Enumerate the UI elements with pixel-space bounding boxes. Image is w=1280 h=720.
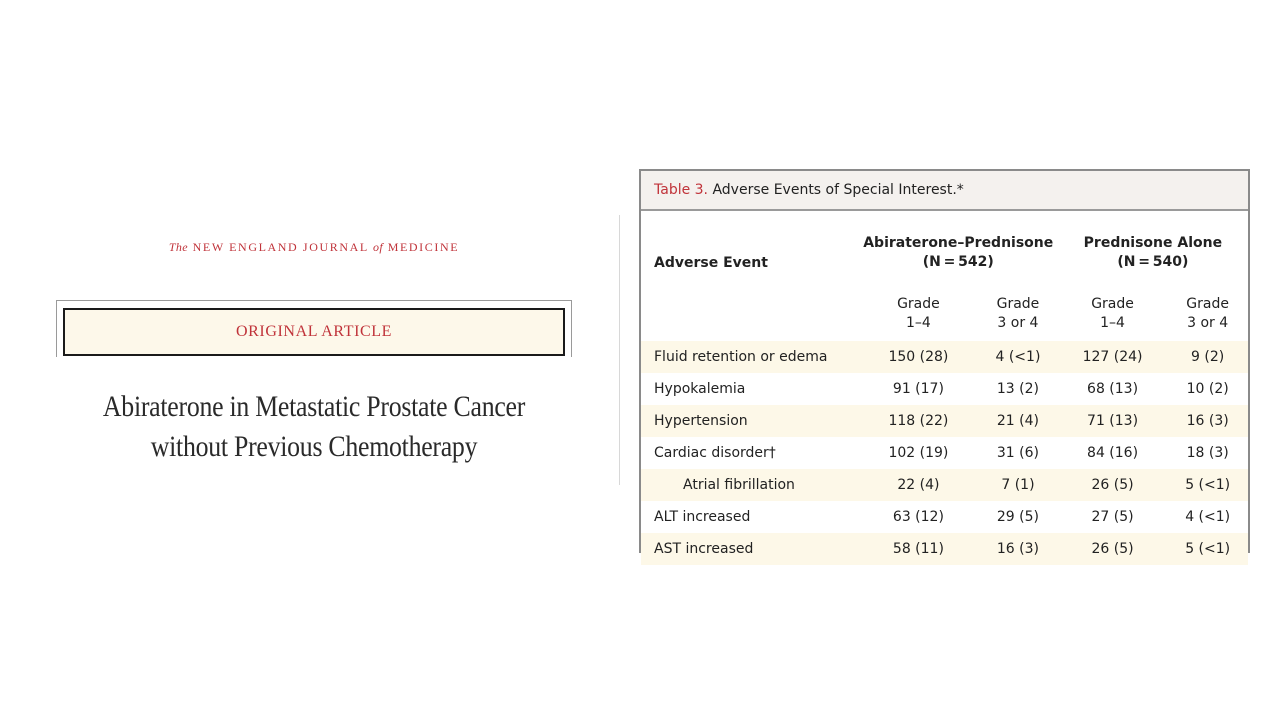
cell-pred-grade-1-4: 26 (5) <box>1058 469 1168 501</box>
cell-abi-grade-1-4: 22 (4) <box>859 469 978 501</box>
group-abiraterone-name: Abiraterone–Prednisone <box>863 235 1054 251</box>
column-header-abi-grade-3-4 <box>978 295 1058 341</box>
article-title-line-2: without Previous Chemotherapy <box>150 430 478 463</box>
article-title-line-1: Abiraterone in Metastatic Prostate Cancer <box>102 390 526 423</box>
table-header-row-2 <box>641 295 1248 341</box>
row-label: AST increased <box>641 533 859 565</box>
journal-name: NEW ENGLAND JOURNAL <box>192 240 369 254</box>
cell-abi-grade-3-4: 7 (1) <box>978 469 1058 501</box>
table-caption <box>641 171 1248 211</box>
table-row <box>641 437 1248 469</box>
group-prednisone-n: (N = 540) <box>1117 254 1189 270</box>
cell-pred-grade-3-4: 4 (<1) <box>1185 509 1231 525</box>
group-prednisone-name: Prednisone Alone <box>1083 235 1223 251</box>
column-header-abi-grade-1-4 <box>859 295 978 341</box>
grade-word: Grade <box>996 296 1040 312</box>
grade-word: Grade <box>897 296 940 312</box>
column-header-adverse-event: Adverse Event <box>654 255 768 271</box>
column-group-abiraterone <box>859 211 1058 295</box>
adverse-events-table <box>641 211 1248 565</box>
cell-pred-grade-1-4: 27 (5) <box>1091 509 1134 525</box>
cell-pred-grade-1-4: 127 (24) <box>1058 341 1168 373</box>
header-spacer <box>641 295 859 341</box>
table-row <box>641 469 1248 501</box>
row-label: ALT increased <box>654 509 751 525</box>
cell-pred-grade-3-4: 5 (<1) <box>1167 533 1248 565</box>
cell-pred-grade-1-4: 26 (5) <box>1058 533 1168 565</box>
grade-range: 1–4 <box>906 315 931 331</box>
cell-pred-grade-3-4: 16 (3) <box>1167 405 1248 437</box>
row-label: Atrial fibrillation <box>641 469 859 501</box>
table-number: Table 3. <box>654 182 709 198</box>
cell-pred-grade-1-4: 71 (13) <box>1058 405 1168 437</box>
vertical-divider <box>619 215 620 485</box>
grade-word: Grade <box>1091 296 1134 312</box>
cell-abi-grade-3-4: 29 (5) <box>996 509 1039 525</box>
column-header-pred-grade-3-4 <box>1167 295 1248 341</box>
cell-pred-grade-1-4: 84 (16) <box>1087 445 1139 461</box>
journal-of: of <box>372 240 384 254</box>
cell-pred-grade-3-4: 5 (<1) <box>1167 469 1248 501</box>
cell-pred-grade-3-4: 9 (2) <box>1167 341 1248 373</box>
cell-abi-grade-3-4: 4 (<1) <box>978 341 1058 373</box>
table-row <box>641 405 1248 437</box>
group-abiraterone-n: (N = 542) <box>922 254 994 270</box>
cell-abi-grade-1-4: 58 (11) <box>859 533 978 565</box>
table-caption-text: Adverse Events of Special Interest.* <box>712 182 964 198</box>
table-row <box>641 501 1248 533</box>
article-type-label: ORIGINAL ARTICLE <box>63 308 565 356</box>
column-header-pred-grade-1-4 <box>1058 295 1168 341</box>
row-label: Fluid retention or edema <box>641 341 859 373</box>
grade-range: 1–4 <box>1100 315 1125 331</box>
grade-range: 3 or 4 <box>997 315 1039 331</box>
cell-abi-grade-3-4: 13 (2) <box>996 381 1039 397</box>
cell-abi-grade-1-4: 63 (12) <box>892 509 944 525</box>
cell-abi-grade-1-4: 91 (17) <box>892 381 944 397</box>
grade-range: 3 or 4 <box>1187 315 1229 331</box>
adverse-events-table-panel <box>639 169 1250 557</box>
table-header-row-1 <box>641 211 1248 295</box>
article-type-frame <box>56 300 572 357</box>
cell-pred-grade-3-4: 18 (3) <box>1186 445 1229 461</box>
cell-pred-grade-3-4: 10 (2) <box>1186 381 1229 397</box>
row-label: Hypokalemia <box>654 381 746 397</box>
journal-medicine: MEDICINE <box>387 240 460 254</box>
table-row <box>641 341 1248 373</box>
cell-abi-grade-1-4: 150 (28) <box>859 341 978 373</box>
cell-pred-grade-1-4: 68 (13) <box>1087 381 1139 397</box>
row-label: Hypertension <box>641 405 859 437</box>
row-label: Cardiac disorder† <box>654 445 776 461</box>
cell-abi-grade-1-4: 102 (19) <box>888 445 949 461</box>
cell-abi-grade-3-4: 31 (6) <box>996 445 1039 461</box>
article-title <box>78 387 549 467</box>
cell-abi-grade-3-4: 16 (3) <box>978 533 1058 565</box>
grade-word: Grade <box>1186 296 1229 312</box>
journal-the: The <box>168 240 189 254</box>
table-row <box>641 373 1248 405</box>
table-row <box>641 533 1248 565</box>
column-group-prednisone <box>1058 211 1248 295</box>
cell-abi-grade-1-4: 118 (22) <box>859 405 978 437</box>
cell-abi-grade-3-4: 21 (4) <box>978 405 1058 437</box>
journal-masthead <box>56 240 572 255</box>
